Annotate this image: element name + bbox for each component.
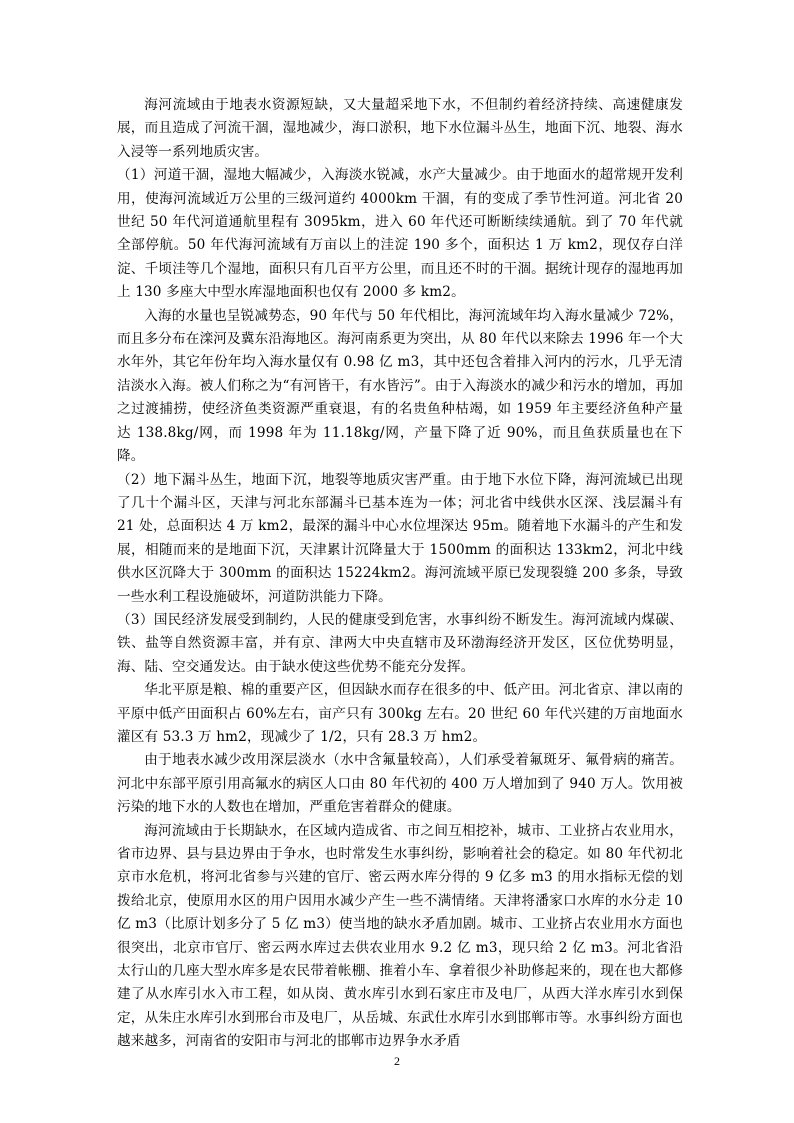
paragraph-section-1: （1）河道干涸，湿地大幅减少，入海淡水锐减，水产大量减少。由于地面水的超常规开发利用，使海河流域近万公里的三级河道约 4000km 干涸，有的变成了季节性河道。河北省 20 世纪 50 年代河道通航里程有 3095km，进入 60 年代还可断断续续通航。到了 70 年代就全部停航。50 年代海河流域有万亩以上的洼淀 190 多个，面积达 1 万 km2，现仅存白洋淀、千顷洼等几个湿地，面积只有几百平方公里，而且还不时的干涸。据统计现存的湿地再加上 130 多座大中型水库湿地面积也仅有 2000 多 km2。 bbox=[117, 167, 683, 301]
paragraph-sea-inflow: 入海的水量也呈锐减势态，90 年代与 50 年代相比，海河流域年均入海水量减少 72%，而且多分布在滦河及冀东沿海地区。海河南系更为突出，从 80 年代以来除去 1996 年一个大水年外，其它年份年均入海水量仅有 0.98 亿 m3，其中还包含着排入河内的污水，几乎无清洁淡水入海。被人们称之为“有河皆干，有水皆污”。由于入海淡水的减少和污水的增加，再加之过渡捕捞，使经济鱼类资源严重衰退，有的名贵鱼种枯竭，如 1959 年主要经济鱼种产量达 138.8kg/网，而 1998 年为 11.18kg/网，产量下降了近 90%，而且鱼获质量也在下降。 bbox=[117, 307, 683, 465]
paragraph-section-2: （2）地下漏斗丛生，地面下沉，地裂等地质灾害严重。由于地下水位下降，海河流域已出现了几十个漏斗区，天津与河北东部漏斗已基本连为一体；河北省中线供水区深、浅层漏斗有 21 处，总面积达 4 万 km2，最深的漏斗中心水位埋深达 95m。随着地下水漏斗的产生和发展，相随而来的是地面下沉，天津累计沉降量大于 1500mm 的面积达 133km2，河北中线供水区沉降大于 300mm 的面积达 15224km2。海河流域平原已发现裂缝 200 多条，导致一些水利工程设施破坏，河道防洪能力下降。 bbox=[117, 471, 683, 605]
paragraph-water-disputes: 海河流域由于长期缺水，在区域内造成省、市之间互相挖补，城市、工业挤占农业用水，省市边界、县与县边界由于争水，也时常发生水事纠纷，影响着社会的稳定。如 80 年代初北京市水危机，将河北省参与兴建的官厅、密云两水库分得的 9 亿多 m3 的用水指标无偿的划拨给北京，使原用水区的用户因用水减少产生一些不满情绪。天津将潘家口水库的水分走 10 亿 m3（比原计划多分了 5 亿 m3）使当地的缺水矛盾加剧。城市、工业挤占农业用水方面也很突出，北京市官厅、密云两水库过去供农业用水 9.2 亿 m3，现只给 2 亿 m3。河北省沿太行山的几座大型水库多是农民带着帐棚、推着小车、拿着很少补助修起来的，现在也大都修建了从水库引水入市工程，如从岗、黄水库引水到石家庄市及电厂，从西大洋水库引水到保定，从朱庄水库引水到邢台市及电厂，从岳城、东武仕水库引水到邯郸市等。水事纠纷方面也越来越多，河南省的安阳市与河北的邯郸市边界争水矛盾 bbox=[117, 822, 683, 1050]
paragraph-intro: 海河流域由于地表水资源短缺，又大量超采地下水，不但制约着经济持续、高速健康发展，而且造成了河流干涸，湿地减少，海口淤积，地下水位漏斗丛生，地面下沉、地裂、海水入浸等一系列地质灾害。 bbox=[117, 97, 683, 160]
body-text bbox=[117, 94, 683, 1054]
paragraph-north-china-plain: 华北平原是粮、棉的重要产区，但因缺水而存在很多的中、低产田。河北省京、津以南的平原中低产田面积占 60%左右，亩产只有 300kg 左右。20 世纪 60 年代兴建的万亩地面水灌区有 53.3 万 hm2，现减少了 1/2，只有 28.3 万 hm2。 bbox=[117, 682, 683, 745]
page-number: 2 bbox=[394, 1054, 400, 1068]
paragraph-health: 由于地表水减少改用深层淡水（水中含氟量较高），人们承受着氟斑牙、氟骨病的痛苦。河北中东部平原引用高氟水的病区人口由 80 年代初的 400 万人增加到了 940 万人。饮用被污染的地下水的人数也在增加，严重危害着群众的健康。 bbox=[117, 752, 683, 816]
paragraph-section-3: （3）国民经济发展受到制约，人民的健康受到危害，水事纠纷不断发生。海河流域内煤碳、铁、盐等自然资源丰富，并有京、津两大中央直辖市及环渤海经济开发区，区位优势明显，海、陆、空交通发达。由于缺水使这些优势不能充分发挥。 bbox=[117, 611, 683, 675]
